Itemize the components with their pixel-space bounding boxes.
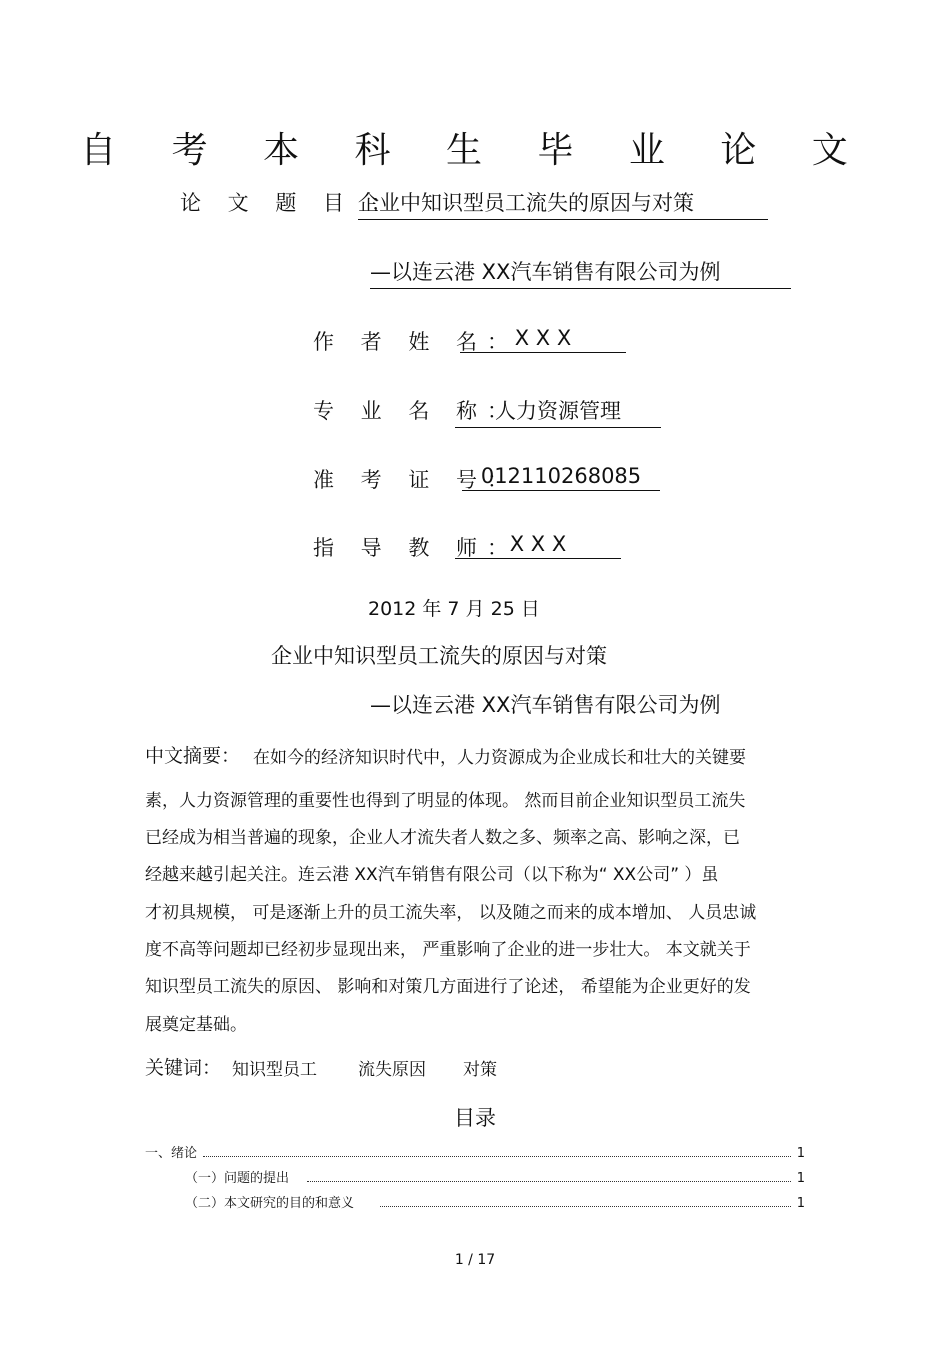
abstract-label: 中文摘要： [145,745,241,767]
abstract-line: 才初具规模， 可是逐渐上升的员工流失率， 以及随之而来的成本增加、 人员忠诚 [145,903,757,923]
toc-entry-label: （二）本文研究的目的和意义 [185,1196,355,1211]
toc-entry-label: （一）问题的提出 [185,1171,290,1186]
keyword: 对策 [463,1060,497,1080]
thesis-title-line2: —以连云港 XX汽车销售有限公司为例 [370,256,791,289]
toc-entry-page: 1 [796,1196,805,1211]
thesis-title-line1: 企业中知识型员工流失的原因与对策 [358,187,768,220]
submission-date: 2012 年 7 月 25 日 [368,598,540,620]
thesis-title-label: 论 文 题 目 ： [180,191,402,215]
body-title-line1: 企业中知识型员工流失的原因与对策 [271,644,607,668]
major-value: 人力资源管理 [455,395,661,428]
author-label: 作 者 姓 名： [313,330,519,354]
abstract-line: 展奠定基础。 [145,1015,247,1035]
exam-id-label: 准 考 证 号： [313,468,519,492]
toc-leader-dots [307,1181,791,1182]
page-indicator: 1 / 17 [454,1252,496,1268]
toc-leader-dots [380,1206,791,1207]
toc-entry[interactable] [145,1167,805,1186]
abstract-line: 知识型员工流失的原因、 影响和对策几方面进行了论述， 希望能为企业更好的发 [145,977,751,997]
body-title-line2: —以连云港 XX汽车销售有限公司为例 [370,693,721,717]
keyword: 流失原因 [358,1060,426,1080]
advisor-label: 指 导 教 师： [313,536,519,560]
toc-entry-page: 1 [796,1171,805,1186]
thesis-main-title: 自 考 本 科 生 毕 业 论 文 [80,130,870,171]
abstract-line: 在如今的经济知识时代中，人力资源成为企业成长和壮大的关键要 [253,748,746,768]
toc-entry-label: 一、绪论 [145,1146,198,1161]
keyword: 知识型员工 [232,1060,317,1080]
major-label: 专 业 名 称： [313,399,519,423]
exam-id-value: 012110268085 [462,464,660,491]
toc-heading: 目录 [454,1106,496,1130]
toc-entry-page: 1 [796,1146,805,1161]
toc-entry[interactable] [145,1192,805,1211]
abstract-line: 素，人力资源管理的重要性也得到了明显的体现。 然而目前企业知识型员工流失 [145,791,746,811]
advisor-value: X X X [455,532,621,559]
abstract-line: 度不高等问题却已经初步显现出来， 严重影响了企业的进一步壮大。 本文就关于 [145,940,751,960]
abstract-line: 经越来越引起关注。连云港 XX汽车销售有限公司（以下称为“ XX公司” ）虽 [145,865,719,885]
toc-leader-dots [203,1156,791,1157]
author-value: X X X [460,326,626,353]
keywords-label: 关键词： [145,1057,222,1079]
abstract-line: 已经成为相当普遍的现象，企业人才流失者人数之多、频率之高、影响之深，已 [145,828,740,848]
toc-entry[interactable] [145,1142,805,1161]
